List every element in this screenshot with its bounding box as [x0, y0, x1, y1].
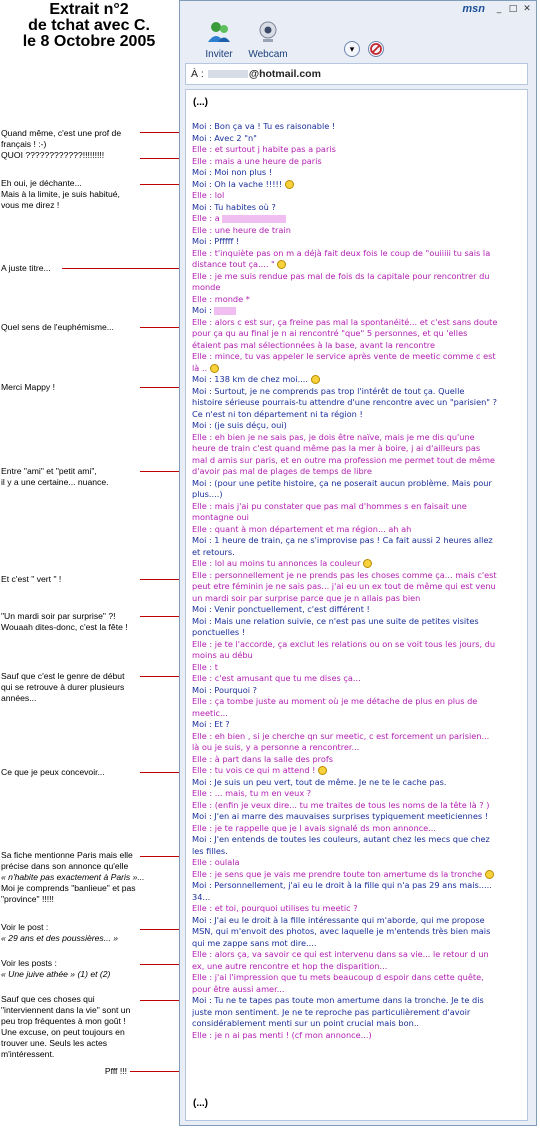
message-line: [192, 880, 522, 892]
smiley-icon: [285, 180, 294, 189]
annotation-line: Et c'est " vert " !: [1, 574, 62, 584]
message-line: [192, 1018, 522, 1030]
message-text: distance tout ça.... ": [192, 259, 278, 269]
message-text: étaient pas mal sélectionnées à la base, avant la rencontre: [192, 339, 436, 350]
message-line: [192, 926, 522, 938]
message-line: [192, 432, 522, 444]
annotation-line: "province" !!!!!: [1, 894, 54, 904]
message-text: MSN, qui m'envoit des photos, avec laquelle je m'entends très bien mais: [192, 926, 491, 936]
message-list: [192, 121, 522, 1041]
message-text: Moi : Personnellement, j'ai eu le droit à la fille qui n'a pas 29 ans mais.....: [192, 880, 492, 890]
message-line: [192, 961, 522, 973]
message-line: [192, 719, 522, 731]
message-text: Elle : quant à mon département et ma région... ah ah: [192, 523, 412, 534]
message-text: Moi : J'en entends de toutes les couleurs, autant chez les mecs que chez: [192, 834, 490, 844]
smiley-icon: [277, 260, 286, 269]
message-text: ex, une autre rencontre et hop the disparition...: [192, 960, 388, 971]
message-text: Moi : Venir ponctuellement, c'est différent !: [192, 604, 370, 614]
message-text: Moi : Avec 2 "n": [192, 132, 257, 143]
block-icon: [370, 43, 382, 55]
message-line: [192, 156, 522, 168]
message-text: considérablement menti sur un point crucial mais bon..: [192, 1018, 420, 1028]
message-line: [192, 489, 522, 501]
ellipsis-top: (...): [193, 97, 208, 108]
message-text: Elle : (enfin je veux dire... tu me traites de tous les noms de la tête là ? ): [192, 799, 490, 810]
chevron-down-icon: ▾: [349, 45, 355, 55]
annotation-line: Mais à la limite, je suis habitué,: [1, 189, 120, 199]
message-line: [192, 915, 522, 927]
annotation-leader-line: [130, 1071, 185, 1072]
message-text: montagne oui: [192, 512, 249, 522]
message-line: [192, 236, 522, 248]
annotation-leader-line: [62, 268, 185, 269]
chat-history[interactable]: [185, 89, 528, 1121]
title-line-3: le 8 Octobre 2005: [22, 33, 156, 50]
message-text: Elle : ... mais, tu m en veux ?: [192, 788, 312, 798]
annotation-line: Sauf que ces choses qui: [1, 994, 95, 1004]
message-line: [192, 535, 522, 547]
message-line: [192, 823, 522, 835]
message-text: Elle : alors ça, va savoir ce qui est intervenu dans sa vie... le retour d un: [192, 949, 489, 959]
message-line: [192, 190, 522, 202]
annotation-line: précise dans son annonce qu'elle: [1, 861, 129, 871]
message-text: Elle : alors c est sur, ça freine pas mal la spontanéité... et c'est sans doute: [192, 316, 498, 327]
message-text: Moi : (pour une petite histoire, ça ne poserait aucun problème. Mais pour: [192, 477, 492, 488]
message-text: 34...: [192, 891, 211, 902]
message-text: Moi : Je suis un peu vert, tout de même. Je ne te le cache pas.: [192, 776, 447, 787]
smiley-icon: [311, 375, 320, 384]
message-text: ponctuelles !: [192, 627, 246, 637]
message-line: [192, 731, 522, 743]
annotation-line: "Un mardi soir par surprise" ?!: [1, 611, 116, 621]
message-line: [192, 892, 522, 904]
annotation-note: [1, 178, 179, 211]
message-line: [192, 282, 522, 294]
message-text: Moi : Oh la vache !!!!!: [192, 178, 285, 189]
message-text: meetic...: [192, 707, 228, 718]
message-line: [192, 857, 522, 869]
annotation-line: Merci Mappy !: [1, 382, 55, 392]
message-text: pour ça qu au final je n ai rencontré "que" 5 personnes, et qu 'elles: [192, 328, 468, 338]
message-line: [192, 742, 522, 754]
message-line: [192, 305, 522, 317]
message-text: Elle : je te rappelle que je l avais signalé ds mon annonce...: [192, 822, 436, 833]
message-text: Moi : 138 km de chez moi....: [192, 374, 311, 384]
message-line: [192, 363, 522, 375]
annotation-note: [1, 994, 179, 1060]
annotation-line: Ce que je peux concevoir...: [1, 767, 105, 777]
smiley-icon: [318, 766, 327, 775]
message-line: [192, 512, 522, 524]
title-line-2: de tchat avec C.: [28, 17, 150, 34]
redacted-email-user: [208, 70, 248, 78]
annotation-line: vous me direz !: [1, 200, 60, 210]
message-text: un mardi soir par surprise parce que je n allais pas bien: [192, 592, 421, 603]
msn-logo: msn: [462, 3, 485, 15]
message-text: Elle : et toi, pourquoi utilises tu meetic ?: [192, 903, 358, 913]
message-text: Elle : je me suis rendue pas mal de fois ds la capitale pour rencontrer du: [192, 270, 490, 281]
message-line: [192, 133, 522, 145]
minimize-button[interactable]: _: [496, 3, 502, 14]
webcam-icon: [255, 20, 281, 44]
annotation-note: [1, 466, 179, 488]
message-line: [192, 179, 522, 191]
annotation-line: Moi je comprends "banlieue" et pas: [1, 883, 136, 893]
message-line: [192, 248, 522, 260]
message-line: [192, 374, 522, 386]
message-text: Elle : je te l'accorde, ça exclut les relations ou on se voit tous les jours, du: [192, 638, 496, 649]
message-text: Moi : Pfffff !: [192, 236, 240, 246]
annotation-line: Quand même, c'est une prof de: [1, 128, 122, 138]
message-line: [192, 800, 522, 812]
message-text: histoire sérieuse pourrais-tu attendre d'une rencontre avec un "parisien" ?: [192, 397, 498, 407]
annotation-line: il y a une certaine... nuance.: [1, 477, 109, 487]
message-text: juste mon sentiment. Je ne te reproche pas particulièrement d'avoir: [192, 1006, 471, 1017]
message-text: Elle : c'est amusant que tu me dises ça...: [192, 673, 361, 683]
ellipsis-bottom: (...): [193, 1098, 208, 1109]
message-line: [192, 144, 522, 156]
maximize-button[interactable]: □: [508, 3, 518, 14]
message-line: [192, 754, 522, 766]
recipient-address: @hotmail.com: [248, 68, 321, 80]
message-line: [192, 1030, 522, 1042]
annotation-line: Eh oui, je déchante...: [1, 178, 82, 188]
message-text: Moi : J'ai eu le droit à la fille intéressante qui m'aborde, qui me propose: [192, 914, 485, 925]
annotation-line: A juste titre...: [1, 263, 51, 273]
recipient-bar: [185, 63, 528, 85]
message-text: Moi :: [192, 305, 215, 315]
message-line: [192, 604, 522, 616]
message-text: Elle : à part dans la salle des profs: [192, 753, 334, 764]
message-line: [192, 949, 522, 961]
message-text: Elle : une heure de train: [192, 224, 291, 235]
message-line: [192, 202, 522, 214]
message-text: Elle : tu vois ce qui m attend !: [192, 765, 319, 775]
message-text: Moi : Mais une relation suivie, ce n'est pas une suite de petites visites: [192, 615, 479, 626]
message-line: [192, 616, 522, 628]
webcam-label: Webcam: [248, 49, 288, 60]
message-line: [192, 593, 522, 605]
annotation-line: Voir les posts :: [1, 958, 57, 968]
message-line: [192, 765, 522, 777]
message-text: d'avoir pas mal de plages de temps de libre: [192, 466, 372, 476]
message-text: Moi : Et ?: [192, 719, 230, 729]
message-text: Elle : a: [192, 213, 223, 223]
title-bar: [180, 1, 536, 17]
menu-dropdown-button[interactable]: [344, 41, 360, 57]
message-line: [192, 834, 522, 846]
annotation-line: Sauf que c'est le genre de début: [1, 671, 125, 681]
message-line: [192, 903, 522, 915]
message-text: Elle : je n ai pas menti ! (cf mon annonce...): [192, 1029, 372, 1040]
title-line-1: Extrait n°2: [49, 1, 129, 18]
message-text: pour être aussi amer...: [192, 983, 285, 994]
message-line: [192, 443, 522, 455]
annotation-note: [1, 922, 179, 944]
message-line: [192, 478, 522, 490]
smiley-icon: [210, 364, 219, 373]
message-line: [192, 386, 522, 398]
message-line: [192, 121, 522, 133]
block-button[interactable]: [368, 41, 384, 57]
message-line: [192, 581, 522, 593]
message-text: Elle : personnellement je ne prends pas les choses comme ça... mais c'est: [192, 569, 497, 580]
message-line: [192, 685, 522, 697]
message-line: [192, 340, 522, 352]
message-line: [192, 662, 522, 674]
message-line: [192, 696, 522, 708]
message-text: Moi : Pourquoi ?: [192, 684, 257, 695]
message-text: heure de train c'est quand même pas la mer à boire, j ai d'ailleurs pas: [192, 443, 481, 453]
annotation-line: Entre "ami" et "petit ami",: [1, 466, 97, 476]
message-text: Elle : monde *: [192, 293, 250, 304]
message-text: Elle : lol au moins tu annonces la couleur: [192, 558, 364, 568]
message-text: Elle : mince, tu vas appeler le service après vente de meetic comme c est: [192, 351, 496, 361]
message-line: [192, 547, 522, 559]
message-text: Moi : 1 heure de train, ça ne s'improvise pas ! Ca fait aussi 2 heures allez: [192, 535, 493, 545]
annotation-line: Voir le post :: [1, 922, 49, 932]
message-line: [192, 167, 522, 179]
msn-chat-window: [179, 0, 537, 1126]
message-line: [192, 271, 522, 283]
toolbar: [180, 17, 536, 61]
page-title: [6, 2, 172, 50]
message-line: [192, 397, 522, 409]
message-text: Elle : j'ai l'impression que tu mets beaucoup d espoir dans cette quête,: [192, 972, 484, 982]
message-text: qui me zappe sans mot dire....: [192, 937, 317, 948]
webcam-button[interactable]: [246, 20, 290, 60]
message-text: Moi : Tu ne te tapes pas toute mon amertume dans la tronche. Je te dis: [192, 995, 484, 1005]
message-text: Moi : Surtout, je ne comprends pas trop l'intérêt de tout ça. Quelle: [192, 385, 465, 396]
message-text: et retours.: [192, 546, 235, 557]
message-text: Elle : ça tombe juste au moment où je me détache de plus en plus de: [192, 696, 478, 706]
message-text: Elle : oulala: [192, 857, 240, 867]
message-line: [192, 995, 522, 1007]
annotation-line: peu trop fréquentes à mon goût !: [1, 1016, 126, 1026]
message-line: [192, 777, 522, 789]
message-text: monde: [192, 282, 221, 292]
message-line: [192, 811, 522, 823]
annotation-note: [1, 850, 179, 905]
annotation-note: [1, 611, 179, 633]
message-text: Elle : t'inquiète pas on m a déjà fait deux fois le coup de "ouiiiii tu sais la: [192, 247, 491, 258]
message-text: Elle : eh bien je ne sais pas, je dois être naïve, mais je me dis qu'une: [192, 431, 475, 442]
annotation-line: m'intéressent.: [1, 1049, 55, 1059]
invite-button[interactable]: [197, 20, 241, 60]
message-line: [192, 570, 522, 582]
message-text: Elle : mais j'ai pu constater que pas mal d'hommes s en faisait une: [192, 500, 467, 511]
message-line: [192, 788, 522, 800]
annotation-line: « n'habite pas exactement à Paris »...: [1, 872, 145, 882]
message-line: [192, 972, 522, 984]
close-button[interactable]: ✕: [523, 3, 531, 14]
message-line: [192, 225, 522, 237]
message-line: [192, 558, 522, 570]
message-line: [192, 420, 522, 432]
message-line: [192, 259, 522, 271]
message-text: Elle : lol: [192, 190, 225, 200]
message-text: peut etre féminin je ne sais pas... j'ai eu un ex tout de même qui est venu: [192, 581, 496, 591]
message-line: [192, 409, 522, 421]
message-line: [192, 650, 522, 662]
message-line: [192, 294, 522, 306]
message-line: [192, 501, 522, 513]
message-text: Elle : et surtout j habite pas a paris: [192, 144, 336, 154]
message-text: Moi : Moi non plus !: [192, 167, 273, 177]
message-line: [192, 869, 522, 881]
message-line: [192, 639, 522, 651]
smiley-icon: [363, 559, 372, 568]
annotation-line: Wouaah dites-donc, c'est la fête !: [1, 622, 128, 632]
message-text: là ..: [192, 362, 210, 373]
message-line: [192, 938, 522, 950]
message-line: [192, 524, 522, 536]
message-line: [192, 708, 522, 720]
message-text: Elle : mais a une heure de paris: [192, 155, 322, 166]
message-text: Ce n'est ni ton département ni ta région !: [192, 408, 363, 419]
to-label: À :: [191, 68, 204, 80]
message-text: Elle : je sens que je vais me prendre toute ton amertume ds la tronche: [192, 868, 485, 879]
annotation-line: Quel sens de l'euphémisme...: [1, 322, 114, 332]
message-text: Elle : eh bien , si je cherche qn sur meetic, c est forcement un parisien...: [192, 730, 490, 741]
annotation-line: Sa fiche mentionne Paris mais elle: [1, 850, 133, 860]
annotation-line: trouver une. Seuls les actes: [1, 1038, 108, 1048]
annotation-line: « Une juive athée » (1) et (2): [1, 969, 111, 979]
message-text: Moi : J'en ai marre des mauvaises surprises typiquement meeticiennes !: [192, 811, 489, 821]
message-text: mal d amis sur paris, et en outre ma profession me permet tout de même: [192, 454, 495, 465]
message-text: Moi : Bon ça va ! Tu es raisonable !: [192, 121, 336, 131]
message-text: plus....): [192, 489, 223, 499]
redacted-text: [214, 307, 236, 315]
annotation-line: « 29 ans et des poussières... »: [1, 933, 119, 943]
annotation-note: [1, 958, 179, 980]
message-line: [192, 351, 522, 363]
annotation-line: Une excuse, on peut toujours en: [1, 1027, 125, 1037]
annotation-line: Pfff !!!: [104, 1066, 127, 1076]
redacted-text: [222, 215, 286, 223]
message-text: Moi : Tu habites où ?: [192, 201, 276, 212]
message-line: [192, 466, 522, 478]
smiley-icon: [485, 870, 494, 879]
message-line: [192, 984, 522, 996]
message-text: Moi : (je suis déçu, oui): [192, 420, 287, 430]
message-text: Elle : t: [192, 661, 218, 672]
annotation-line: qui se retrouve à durer plusieurs: [1, 682, 125, 692]
annotation-line: "interviennent dans la vie" sont un: [1, 1005, 131, 1015]
message-line: [192, 455, 522, 467]
message-line: [192, 328, 522, 340]
invite-contact-icon: [206, 20, 232, 44]
message-line: [192, 213, 522, 225]
message-line: [192, 627, 522, 639]
message-line: [192, 673, 522, 685]
message-line: [192, 846, 522, 858]
message-line: [192, 1007, 522, 1019]
message-text: là ou je suis, y a personne a rencontrer...: [192, 742, 360, 752]
annotation-line: français ! :-): [1, 139, 47, 149]
message-text: les filles.: [192, 845, 228, 856]
invite-label: Inviter: [205, 49, 233, 60]
annotation-line: années...: [1, 693, 37, 703]
message-line: [192, 317, 522, 329]
annotation-line: QUOI ????????????!!!!!!!!!: [1, 150, 105, 160]
message-text: moins au débu: [192, 650, 253, 660]
